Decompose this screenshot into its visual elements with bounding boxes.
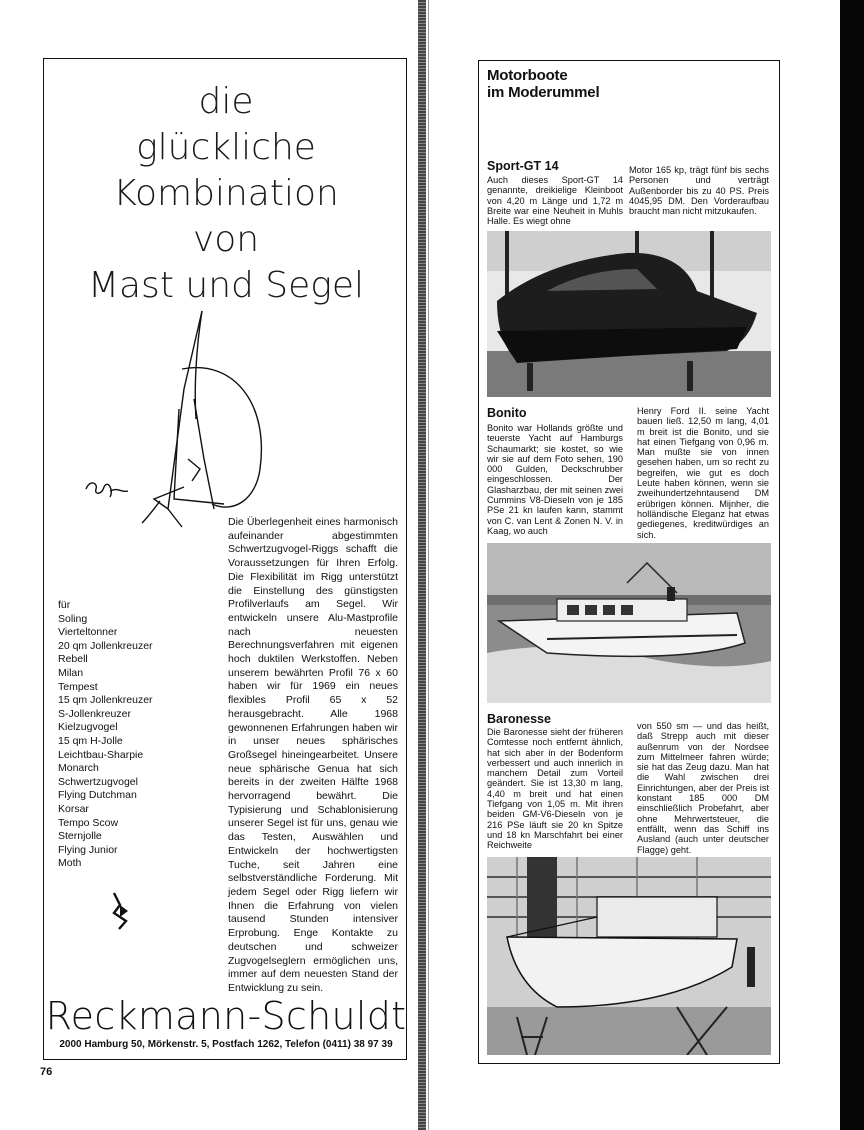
list-item: 15 qm H-Jolle — [58, 734, 123, 747]
list-item: Tempest — [58, 680, 98, 693]
list-item: 20 qm Jollenkreuzer — [58, 639, 153, 652]
ad-body-text: Die Überlegenheit eines harmonisch aufeinander abgestimmten Schwertzugvogel-Riggs schafft die Voraussetzungen für Ihren Erfolg. Die Flexibilität im Rigg unterstützt die Einstellung des günstigsten Profilverlaufs am Segel. Wir entwickeln unsere Alu-Mastprofile nach neuesten Berechnungsverfahren mit eigenen hoch duktilen Werkstoffen. Neben unserem bewährten Profil 76 x 60 haben wir für 1969 ein neues flexibles Profil 65 x 52 herausgebracht. Alle 1968 gewonnenen Erfahrungen haben wir in unser neues sphärisches Großsegel hineingearbeitet. Unsere neue sphärische Genua hat sich bereits in der zweiten Hälfte 1968 hervorragend bewährt. Die Typisierung und Schablonisierung unserer Segel ist für uns, genau wie das Testen, Auswählen und Entwickeln der hochwertigsten Tuche, seit Jahren eine selbstverständliche Forderung. Mit jedem Segel oder Rigg liefern wir Ihnen die Erfahrung von vielen tausend Stunden intensiver Erprobung. Enge Kontakte zu deutschen und schweizer Zugvogelseglern ermöglichen uns, immer auf dem neuesten Stand der Entwicklung zu sein. — [228, 516, 398, 994]
photo-sport-gt-14 — [487, 231, 771, 397]
list-item: Flying Dutchman — [58, 789, 137, 802]
address-line: 2000 Hamburg 50, Mörkenstr. 5, Postfach 1262, Telefon (0411) 38 97 39 — [59, 1039, 393, 1050]
list-item: Tempo Scow — [58, 816, 119, 829]
photo-baronesse — [487, 857, 771, 1055]
list-item: Milan — [58, 666, 84, 679]
title-line: Motorboote — [487, 67, 568, 84]
list-item: Flying Junior — [58, 843, 118, 856]
headline-line: von — [192, 219, 260, 260]
list-item: Korsar — [58, 802, 89, 815]
ad-headline — [44, 79, 408, 309]
headline-line: Kombination — [113, 173, 339, 214]
list-item: für — [58, 599, 71, 611]
list-item: Rebell — [58, 653, 88, 666]
page-number: 76 — [40, 1066, 53, 1078]
brand-name: Reckmann-Schuldt — [45, 994, 407, 1038]
list-item: 15 qm Jollenkreuzer — [58, 694, 153, 707]
article-title — [487, 67, 599, 101]
sailboat-sketch-icon — [84, 309, 284, 539]
advertisement — [43, 58, 407, 1060]
title-line: im Moderummel — [487, 84, 600, 101]
sail-logo-icon — [110, 891, 132, 931]
list-item: Schwertzugvogel — [58, 775, 138, 788]
photo-bonito — [487, 543, 771, 703]
section-text-col1: Die Baronesse sieht der früheren Comtesse noch entfernt ähnlich, hat sich aber in der Bodenform verbessert und auch innerlich in manchem Detail zum Vorteil geändert. Sie ist 13,30 m lang, 4,40 m breit und hat einen Tiefgang von 1,05 m. Mit ihren beiden GM-V6-Dieseln von je 216 PSe läuft sie 20 kn Spitze und 18 kn Marschfahrt bei einer Reichweite — [487, 727, 623, 851]
headline-line: die — [198, 81, 254, 122]
section-text-col2: Henry Ford II. seine Yacht bauen ließ. 12,50 m lang, 4,01 m breit ist die Bonito, und sie hat einen Tiefgang von 0,96 m. Man mußte sie von innen gesehen haben, um so recht zu begreifen, wie gut es doch Leute haben können, wenn sie zweihundertzehntausend DM erübrigen können. Mijnher, die holländische Eleganz hat etwas gediegenes, kreditwürdiges an sich. — [637, 406, 769, 540]
list-item: Kielzugvogel — [58, 721, 118, 734]
list-item: Moth — [58, 857, 82, 870]
list-item: Sternjolle — [58, 830, 102, 843]
list-item: Monarch — [58, 762, 99, 775]
list-item: S-Jollenkreuzer — [58, 707, 131, 720]
headline-line: glückliche — [136, 127, 316, 168]
divider-line — [428, 0, 429, 1130]
section-text-col2: von 550 sm — und das heißt, daß Strepp auch mit dieser außenrum von der Nordsee zum Mittelmeer fahren würde; sie hat das Zeug dazu. Man hat die Wahl zwischen drei Einrichtungen, aber der Preis ist konstant 185 000 DM einschließlich Probefahrt, aber ohne Mehrwertsteuer, die entfällt, wenn das Schiff ins Ausland (auch unter deutscher Flagge) geht. — [637, 721, 769, 855]
section-text-col1: Auch dieses Sport-GT 14 genannte, dreikielige Kleinboot von 4,20 m Länge und 1,72 m Breite war eine Neuheit in Muhls Halle. Es wiegt ohne — [487, 175, 623, 227]
section-heading: Sport-GT 14 — [487, 159, 559, 173]
binding-divider — [418, 0, 426, 1130]
page-edge-shadow — [840, 0, 864, 1130]
section-heading: Bonito — [487, 406, 527, 420]
section-text-col2: Motor 165 kp, trägt fünf bis sechs Personen und verträgt Außenborder bis zu 40 PS. Preis 4045,95 DM. Den Vorderaufbau braucht man nicht mitzukaufen. — [629, 165, 769, 217]
article-box — [478, 60, 780, 1064]
list-item: Vierteltonner — [58, 626, 118, 639]
section-heading: Baronesse — [487, 712, 551, 726]
section-text-col1: Bonito war Hollands größte und teuerste Yacht auf Hamburgs Schaumarkt; sie kostet, so wie wir sie auf dem Foto sehen, 190 000 Gulden, Deckschrubber eingeschlossen. Der Glasharzbau, der mit seinen zwei Cummins V8-Dieseln von je 185 PSe 21 kn laufen kann, stammt von C. van Lent & Zonen N. V. in Kaag, wo auch — [487, 423, 623, 536]
headline-line: Mast und Segel — [87, 265, 365, 306]
list-item: Leichtbau-Sharpie — [58, 748, 144, 761]
list-item: Soling — [58, 612, 88, 625]
boat-class-list — [58, 599, 153, 871]
